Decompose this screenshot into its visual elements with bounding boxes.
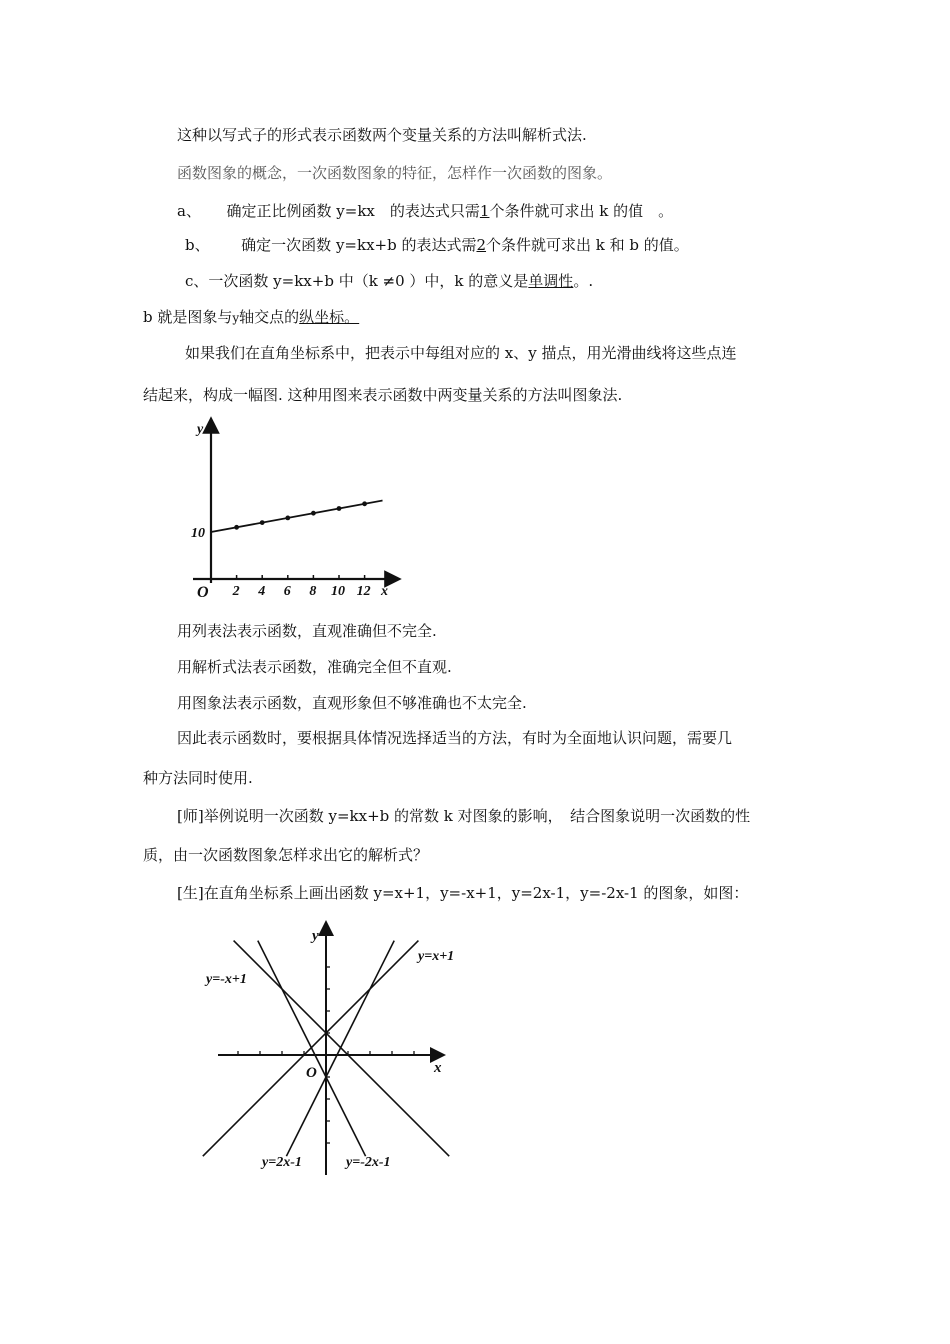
data-point (311, 511, 316, 516)
data-point (362, 501, 367, 506)
x-tick-label: 10 (331, 584, 345, 599)
paragraph-analytic-summary: 用解析式法表示函数，准确完全但不直观. (177, 658, 452, 676)
paragraph-graph-summary: 用图象法表示函数，直观形象但不够准确也不太完全. (177, 694, 527, 712)
x-tick-label: 4 (258, 584, 266, 599)
item-a-label: a、 (177, 202, 201, 220)
b-meaning-line (143, 307, 359, 328)
paragraph-graph-method-2: 结起来，构成一幅图. 这种用图来表示函数中两变量关系的方法叫图象法. (143, 386, 623, 404)
origin-label: O (197, 584, 209, 601)
label-y-2x-minus-1: y=2x-1 (262, 1155, 302, 1170)
item-a-blank: 1 (479, 202, 490, 220)
paragraph-conclusion-1: 因此表示函数时，要根据具体情况选择适当的方法，有时为全面地认识问题，需要几 (177, 729, 733, 747)
x-axis-label: x (434, 1060, 442, 1076)
data-point (260, 520, 265, 525)
series-line-y=2x-1 (286, 941, 394, 1157)
x-tick-label: 12 (356, 584, 371, 599)
item-b-blank: 2 (476, 236, 487, 254)
paragraph-table-method: 用列表法表示函数，直观准确但不完全. (177, 622, 437, 640)
item-a (177, 201, 673, 221)
b-meaning-y: y (232, 311, 240, 325)
item-b-text-post: 个条件就可求出 k 和 b 的值。 (486, 236, 689, 254)
item-a-text-post: 个条件就可求出 k 的值 。 (489, 202, 674, 220)
y-tick-label: 10 (191, 526, 205, 541)
series-line-y=-2x-1 (258, 941, 366, 1157)
paragraph-conclusion-2: 种方法同时使用. (143, 769, 253, 787)
item-c-text-post: 。. (573, 272, 594, 290)
paragraph-student: [生]在直角坐标系上画出函数 y=x+1，y=-x+1，y=2x-1，y=-2x-1 的图象，如图： (177, 884, 749, 902)
y-axis-label: y (197, 422, 204, 437)
label-y-neg-2x-minus-1: y=-2x-1 (346, 1155, 391, 1170)
x-tick-label: 6 (283, 584, 291, 599)
origin-label: O (306, 1065, 317, 1081)
b-meaning-post: 轴交点的 (239, 308, 300, 326)
four-lines-figure (200, 920, 480, 1180)
y-axis-label: y (312, 928, 319, 944)
paragraph-teacher-2: 质，由一次函数图象怎样求出它的解析式？ (143, 846, 429, 864)
label-y-x-plus-1: y=x+1 (418, 949, 455, 964)
paragraph-graph-concept: 函数图象的概念，一次函数图象的特征，怎样作一次函数的图象。 (177, 164, 613, 182)
line-graph-figure (185, 415, 405, 605)
series-line-y=-x+1 (234, 941, 450, 1157)
x-axis-label: x (381, 584, 388, 599)
item-c-blank: 单调性 (528, 272, 574, 290)
item-c (185, 271, 593, 291)
item-b (185, 235, 689, 255)
x-tick-label: 2 (232, 584, 240, 599)
label-y-neg-x-plus-1: y=-x+1 (206, 972, 247, 987)
x-tick-label: 8 (309, 584, 317, 599)
item-b-label: b、 (185, 236, 210, 254)
data-point (285, 516, 290, 521)
item-c-text-pre: c、一次函数 y=kx+b 中（k ≠0 ）中，k 的意义是 (185, 272, 529, 290)
data-point (337, 506, 342, 511)
paragraph-graph-method-1: 如果我们在直角坐标系中，把表示中每组对应的 x、y 描点，用光滑曲线将这些点连 (185, 344, 737, 362)
b-meaning-blank: 纵坐标。 (299, 308, 360, 326)
item-a-text-pre: 确定正比例函数 y=kx 的表达式只需 (226, 202, 480, 220)
paragraph-analytic-method: 这种以写式子的形式表示函数两个变量关系的方法叫解析式法. (177, 126, 587, 144)
paragraph-teacher-1: [师]举例说明一次函数 y=kx+b 的常数 k 对图象的影响， 结合图象说明一次函数的性 (177, 807, 751, 825)
b-meaning-pre: b 就是图象与 (143, 308, 233, 326)
item-b-text-pre: 确定一次函数 y=kx+b 的表达式需 (241, 236, 477, 254)
data-point (234, 525, 239, 530)
